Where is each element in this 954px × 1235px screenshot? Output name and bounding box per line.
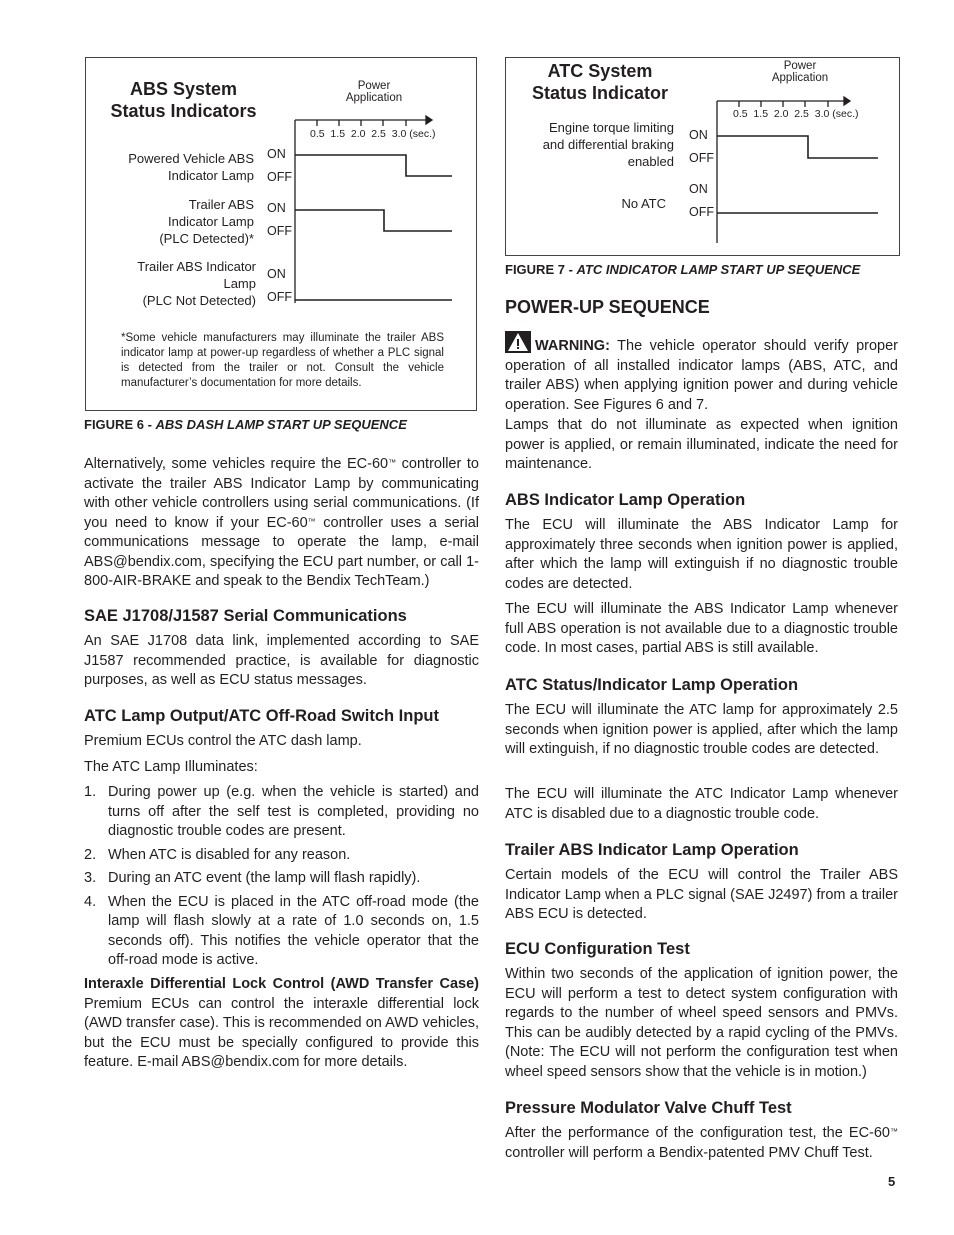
list-text: During power up (e.g. when the vehicle is started) and turns off after the self test is completed, providing no diagnostic trouble codes are present. (108, 784, 479, 839)
row3-line3: (PLC Not Detected) (142, 293, 256, 308)
figure-6-caption-title: ABS DASH LAMP START UP SEQUENCE (155, 417, 407, 432)
list-item (84, 869, 479, 889)
atc-status-para-1: The ECU will illuminate the ATC lamp for approximately 2.5 seconds when ignition power is applied, after which the lamp will extinguish, if no diagnostic trouble codes are detected. (505, 702, 898, 757)
figure-7-box (505, 57, 900, 256)
figure-7-row2-on: ON (689, 182, 708, 196)
trailer-abs-paragraph: Certain models of the ECU will control the Trailer ABS Indicator Lamp when a PLC signal (SAE J2497) from a trailer ABS ECU is detected. (505, 867, 898, 922)
alt-para-c: controller uses a serial communications message to operate the lamp, e-mail ABS@bendix.com, specifying the ECU part number, or call 1-800-AIR-BRAKE and speak to the Bendix TechTeam.) (84, 514, 480, 589)
figure-6-row1-on: ON (267, 147, 286, 161)
figure-6-row2-waveform (295, 210, 452, 231)
figure-7-caption-title: ATC INDICATOR LAMP START UP SEQUENCE (576, 262, 861, 277)
list-item (84, 846, 479, 866)
row1-line1: Powered Vehicle ABS (128, 151, 254, 166)
alt-para-b: controller to activate the trailer ABS Indicator Lamp by communicating with other vehicle controllers using serial communications. (If you need to know if your EC-60 (84, 456, 479, 531)
list-number: 4. (84, 893, 97, 910)
warning-label: WARNING: (535, 338, 610, 354)
list-item (84, 893, 479, 971)
figure-6-ticks (317, 120, 406, 126)
pa-line2: Application (345, 92, 403, 104)
figure-6-row3-off: OFF (267, 290, 292, 304)
alternative-controller-paragraph (84, 455, 479, 592)
figure-6-row1-waveform (295, 155, 452, 176)
f7-row1-line1: Engine torque limiting (548, 120, 674, 135)
atc-para-1: Premium ECUs control the ATC dash lamp. (84, 733, 362, 749)
figure-7-row2-off: OFF (689, 205, 714, 219)
figure-6-timing-diagram (86, 58, 476, 318)
lamps-paragraph: Lamps that do not illuminate as expected when ignition power is applied, or remain illuminated, indicate the need for maintenance. (505, 417, 898, 472)
figure-7-caption (505, 262, 860, 277)
figure-6-caption-prefix: FIGURE 6 - (84, 417, 156, 432)
figure-7-row1-on: ON (689, 128, 708, 142)
figure-7-title-line2: Status Indicator (531, 83, 669, 103)
trademark-symbol: ™ (890, 1127, 898, 1136)
atc-status-para-2: The ECU will illuminate the ATC Indicator Lamp whenever ATC is disabled due to a diagnostic trouble code. (505, 786, 898, 822)
figure-6-caption (84, 417, 407, 432)
row2-line1: Trailer ABS (188, 197, 254, 212)
power-up-heading: POWER-UP SEQUENCE (505, 297, 710, 317)
sae-heading: SAE J1708/J1587 Serial Communications (84, 607, 407, 625)
alt-para-a: Alternatively, some vehicles require the EC-60 (84, 456, 389, 472)
list-number: 3. (84, 870, 97, 886)
row2-line2: Indicator Lamp (168, 214, 254, 229)
figure-6-box (85, 57, 477, 411)
figure-6-row2-off: OFF (267, 224, 292, 238)
warning-text: The vehicle operator should verify proper operation of all installed indicator lamps (ABS, ATC, and trailer ABS) when applying ignition power and during vehicle operation. See Figures 6 and 7. (505, 338, 898, 413)
figure-7-caption-prefix: FIGURE 7 - (505, 262, 577, 277)
figure-6-title-line1: ABS System (129, 79, 238, 99)
pmv-para-b: controller will perform a Bendix-patented PMV Chuff Test. (505, 1144, 873, 1161)
list-text: During an ATC event (the lamp will flash rapidly). (108, 870, 421, 886)
row3-line2: Lamp (223, 276, 256, 291)
figure-7-row2-label: No ATC (621, 196, 666, 211)
pa7-line2: Application (771, 72, 829, 84)
figure-6-tick-labels: 0.5 1.5 2.0 2.5 3.0 (sec.) (310, 128, 436, 140)
pa-line1: Power (357, 80, 391, 92)
figure-6-footnote: *Some vehicle manufacturers may illuminate the trailer ABS indicator lamp at power-up regardless of whether a PLC signal is detected from the trailer or not. Consult the vehicle manufacturer’s documentation for more details. (121, 332, 444, 389)
figure-6-row3-on: ON (267, 267, 286, 281)
row3-line1: Trailer ABS Indicator (137, 259, 256, 274)
interaxle-paragraph (84, 975, 479, 1073)
abs-indicator-heading: ABS Indicator Lamp Operation (505, 491, 746, 509)
atc-para-2: The ATC Lamp Illuminates: (84, 759, 258, 775)
row2-line3: (PLC Detected)* (159, 231, 254, 246)
list-number: 2. (84, 846, 97, 863)
atc-illuminates-list (84, 783, 479, 975)
figure-7-timing-diagram (506, 58, 899, 255)
figure-7-axis-arrow (844, 97, 850, 105)
atc-status-heading: ATC Status/Indicator Lamp Operation (505, 676, 799, 694)
trademark-symbol: ™ (307, 516, 316, 526)
interaxle-bold-lead: Interaxle Differential Lock Control (AWD Transfer Case) (84, 976, 479, 992)
figure-7-row1-off: OFF (689, 151, 714, 165)
figure-7-ticks (739, 101, 828, 107)
trailer-abs-heading: Trailer ABS Indicator Lamp Operation (505, 841, 799, 859)
trademark-symbol: ™ (388, 458, 397, 467)
ecu-config-paragraph: Within two seconds of the application of ignition power, the ECU will perform a test to detect system configuration with regards to the number of wheel speed sensors and PMVs. This can be audibly detected by a rapid cycling of the PMVs. (Note: The ECU will not perform the configuration test when wheel speed sensors show that the vehicle is in motion.) (505, 966, 898, 1080)
sae-paragraph: An SAE J1708 data link, implemented according to SAE J1587 recommended practice, is available for diagnostic purposes, as well as ECU status messages. (84, 633, 479, 688)
pmv-chuff-paragraph (505, 1124, 898, 1163)
pmv-para-a: After the performance of the configuration test, the EC-60 (505, 1125, 890, 1141)
pa7-line1: Power (783, 60, 817, 72)
list-text: When ATC is disabled for any reason. (108, 846, 351, 863)
atc-lamp-output-heading: ATC Lamp Output/ATC Off-Road Switch Input (84, 707, 439, 725)
abs-para-2: The ECU will illuminate the ABS Indicator Lamp whenever full ABS operation is not available due to a diagnostic trouble code. In most cases, partial ABS is still available. (505, 601, 898, 656)
figure-6-row1-off: OFF (267, 170, 292, 184)
figure-6-row2-on: ON (267, 201, 286, 215)
figure-7-tick-labels: 0.5 1.5 2.0 2.5 3.0 (sec.) (733, 108, 859, 120)
warning-icon (505, 331, 531, 353)
list-text: When the ECU is placed in the ATC off-road mode (the lamp will flash slowly at a rate of 1.0 seconds on, 1.5 seconds off). This notifies the vehicle operator that the off-road mode is active. (108, 893, 479, 968)
figure-6-title-line2: Status Indicators (110, 101, 257, 121)
figure-7-title-line1: ATC System (547, 61, 653, 81)
abs-para-1: The ECU will illuminate the ABS Indicator Lamp for approximately three seconds when ignition power is applied, after which the lamp will extinguish if no diagnostic trouble codes are detected. (505, 517, 898, 592)
figure-6-axis-arrow (426, 116, 432, 124)
warning-paragraph (505, 331, 898, 415)
ecu-config-heading: ECU Configuration Test (505, 940, 690, 958)
f7-row1-line2: and differential braking (542, 137, 674, 152)
interaxle-text: Premium ECUs can control the interaxle differential lock (AWD transfer case). This is recommended on AWD vehicles, but the ECU must be specially configured to provide this feature. E-mail ABS@bendix.com for more details. (84, 995, 479, 1070)
list-number: 1. (84, 784, 97, 800)
pmv-chuff-heading: Pressure Modulator Valve Chuff Test (505, 1099, 792, 1117)
list-item (84, 783, 479, 842)
figure-7-row1-waveform (717, 136, 878, 158)
page-number: 5 (888, 1174, 896, 1189)
f7-row1-line3: enabled (627, 154, 674, 169)
row1-line2: Indicator Lamp (168, 168, 254, 183)
